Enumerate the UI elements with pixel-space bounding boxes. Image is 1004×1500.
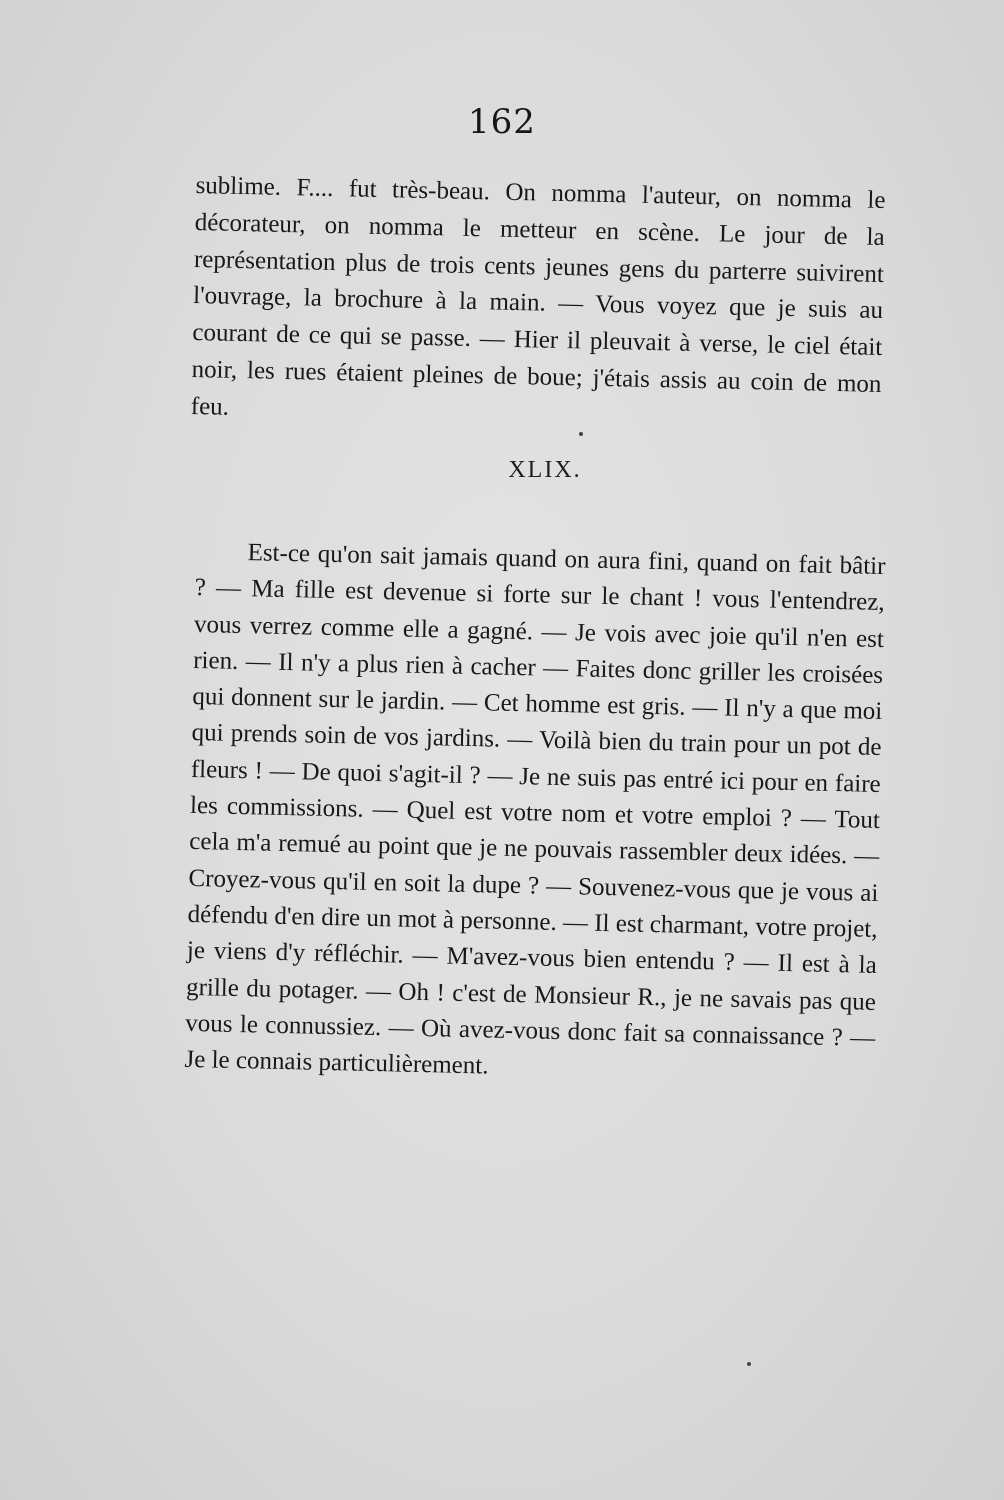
section-heading: XLIX. bbox=[508, 457, 582, 483]
paper-speck bbox=[747, 1362, 751, 1366]
paragraph-continuation: sublime. F.... fut très-beau. On nomma l'auteur, on nomma le décorateur, on nomma le metteur en scène. Le jour de la représentation plus de trois cents jeunes gens du parterre suivirent l'ouvrage, la brochure à la main. — Vous voyez que je suis au courant de ce qui se passe. — Hier il pleuvait à verse, le ciel était noir, les rues étaient pleines de boue; j'étais assis au coin de mon feu. bbox=[190, 171, 886, 421]
page-number: 162 bbox=[468, 102, 536, 142]
paragraph-main: Est-ce qu'on sait jamais quand on aura fini, quand on fait bâtir ? — Ma fille est devenue si forte sur le chant ! vous l'entendrez, vous verrez comme elle a gagné. — Je vois avec joie qu'il n'en est rien. — Il n'y a plus rien à cacher — Faites donc griller les croisées qui donnent sur le jardin. — Cet homme est gris. — Il n'y a que moi qui prends soin de vos jardins. — Voilà bien du train pour un pot de fleurs ! — De quoi s'agit-il ? — Je ne suis pas entré ici pour en faire les commissions. — Quel est votre nom et votre emploi ? — Tout cela m'a remué au point que je ne pouvais rassembler deux idées. — Croyez-vous qu'il en soit la dupe ? — Souvenez-vous que je vous ai défendu d'en dire un mot à personne. — Il est charmant, votre projet, je viens d'y réfléchir. — M'avez-vous bien entendu ? — Il est à la grille du potager. — Oh ! c'est de Monsieur R., je ne savais pas que vous le connussiez. — Où avez-vous donc fait sa connaissance ? — Je le connais particulièrement. bbox=[184, 539, 886, 1080]
paper-speck bbox=[579, 432, 583, 436]
